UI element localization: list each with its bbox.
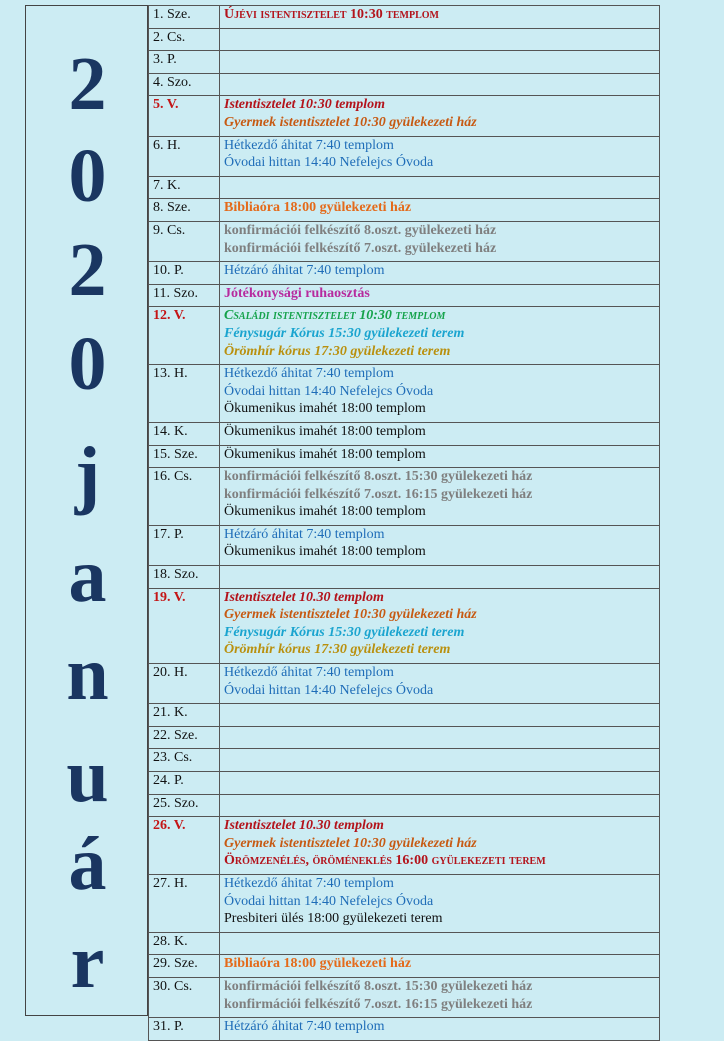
day-row <box>149 221 660 261</box>
year-month-column <box>25 5 148 1016</box>
day-row <box>149 772 660 795</box>
event-item: Óvodai hittan 14:40 Nefelejcs Óvoda <box>224 682 434 698</box>
day-label: 9. Cs. <box>149 221 220 261</box>
day-label: 2. Cs. <box>149 28 220 51</box>
day-events <box>220 422 660 445</box>
year-month-letter: 0 <box>68 322 107 406</box>
event-item: Örömhír kórus 17:30 gyülekezeti terem <box>224 343 451 359</box>
day-events <box>220 284 660 307</box>
event-item: Örömhír kórus 17:30 gyülekezeti terem <box>224 642 451 658</box>
day-row <box>149 525 660 565</box>
day-row <box>149 588 660 663</box>
day-label: 30. Cs. <box>149 978 220 1018</box>
day-events <box>220 73 660 96</box>
event-item: konfirmációi felkészítő 7.oszt. 16:15 gyülekezeti ház <box>224 996 533 1012</box>
event-item: Óvodai hittan 14:40 Nefelejcs Óvoda <box>224 155 434 171</box>
event-item: konfirmációi felkészítő 7.oszt. gyülekezeti ház <box>224 240 497 256</box>
day-label: 18. Szo. <box>149 566 220 589</box>
day-row <box>149 932 660 955</box>
day-label: 21. K. <box>149 704 220 727</box>
event-item: Ökumenikus imahét 18:00 templom <box>224 423 426 439</box>
day-label: 17. P. <box>149 525 220 565</box>
day-label: 10. P. <box>149 262 220 285</box>
day-label: 15. Sze. <box>149 445 220 468</box>
day-label: 26. V. <box>149 817 220 875</box>
day-label: 19. V. <box>149 588 220 663</box>
event-item: Istentisztelet 10.30 templom <box>224 818 384 834</box>
day-events <box>220 6 660 29</box>
day-label: 1. Sze. <box>149 6 220 29</box>
day-events <box>220 817 660 875</box>
day-label: 12. V. <box>149 307 220 365</box>
event-item: Hétkezdő áhitat 7:40 templom <box>224 876 394 892</box>
year-month-letter: 2 <box>68 42 107 126</box>
event-item: Fénysugár Kórus 15:30 gyülekezeti terem <box>224 624 465 640</box>
day-row <box>149 955 660 978</box>
day-row <box>149 468 660 526</box>
day-row <box>149 96 660 136</box>
event-item: Fénysugár Kórus 15:30 gyülekezeti terem <box>224 325 465 341</box>
event-item: Újévi istentisztelet 10:30 templom <box>224 7 439 22</box>
year-month-letter: j <box>74 432 101 516</box>
day-label: 31. P. <box>149 1018 220 1041</box>
day-row <box>149 704 660 727</box>
day-label: 23. Cs. <box>149 749 220 772</box>
event-item: Hétkezdő áhitat 7:40 templom <box>224 137 394 153</box>
day-events <box>220 932 660 955</box>
calendar-table <box>148 5 660 1041</box>
year-month-letter: 2 <box>68 228 107 312</box>
day-row <box>149 445 660 468</box>
year-month-letter: n <box>66 632 109 716</box>
day-label: 25. Szo. <box>149 794 220 817</box>
day-label: 8. Sze. <box>149 199 220 222</box>
event-item: Hétkezdő áhitat 7:40 templom <box>224 665 394 681</box>
event-item: Gyermek istentisztelet 10:30 gyülekezeti ház <box>224 114 477 130</box>
day-events <box>220 955 660 978</box>
day-events <box>220 262 660 285</box>
day-label: 13. H. <box>149 365 220 423</box>
day-row <box>149 749 660 772</box>
event-item: Hétzáró áhitat 7:40 templom <box>224 1019 385 1035</box>
day-events <box>220 176 660 199</box>
event-item: Bibliaóra 18:00 gyülekezeti ház <box>224 956 412 972</box>
event-item: Gyermek istentisztelet 10:30 gyülekezeti ház <box>224 607 477 623</box>
day-events <box>220 96 660 136</box>
event-item: Ökumenikus imahét 18:00 templom <box>224 504 426 520</box>
day-row <box>149 566 660 589</box>
event-item: Bibliaóra 18:00 gyülekezeti ház <box>224 200 412 216</box>
day-events <box>220 199 660 222</box>
day-row <box>149 199 660 222</box>
day-label: 28. K. <box>149 932 220 955</box>
day-row <box>149 307 660 365</box>
event-item: Óvodai hittan 14:40 Nefelejcs Óvoda <box>224 893 434 909</box>
day-events <box>220 875 660 933</box>
event-item: Hétzáró áhitat 7:40 templom <box>224 526 385 542</box>
year-month-letter: r <box>70 920 105 1004</box>
day-row <box>149 6 660 29</box>
day-events <box>220 445 660 468</box>
day-label: 7. K. <box>149 176 220 199</box>
day-row <box>149 794 660 817</box>
day-row <box>149 136 660 176</box>
day-label: 16. Cs. <box>149 468 220 526</box>
day-events <box>220 28 660 51</box>
year-month-letter: á <box>68 822 107 906</box>
event-item: Ökumenikus imahét 18:00 templom <box>224 446 426 462</box>
event-item: Presbiteri ülés 18:00 gyülekezeti terem <box>224 911 443 927</box>
event-item: Gyermek istentisztelet 10:30 gyülekezeti ház <box>224 835 477 851</box>
year-month-letter: u <box>66 734 109 818</box>
event-item: Óvodai hittan 14:40 Nefelejcs Óvoda <box>224 383 434 399</box>
day-label: 24. P. <box>149 772 220 795</box>
event-item: Istentisztelet 10.30 templom <box>224 589 384 605</box>
year-month-letter: 0 <box>68 134 107 218</box>
day-row <box>149 51 660 74</box>
day-label: 27. H. <box>149 875 220 933</box>
day-events <box>220 978 660 1018</box>
event-item: Családi istentisztelet 10:30 templom <box>224 308 446 324</box>
event-item: konfirmációi felkészítő 8.oszt. gyülekezeti ház <box>224 222 497 238</box>
day-events <box>220 1018 660 1041</box>
day-label: 4. Szo. <box>149 73 220 96</box>
event-item: Ökumenikus imahét 18:00 templom <box>224 401 426 417</box>
day-label: 20. H. <box>149 664 220 704</box>
event-item: Jótékonysági ruhaosztás <box>224 285 370 301</box>
event-item: konfirmációi felkészítő 7.oszt. 16:15 gyülekezeti ház <box>224 486 533 502</box>
day-row <box>149 1018 660 1041</box>
day-events <box>220 468 660 526</box>
event-item: konfirmációi felkészítő 8.oszt. 15:30 gyülekezeti ház <box>224 979 533 994</box>
day-events <box>220 772 660 795</box>
day-row <box>149 817 660 875</box>
day-label: 3. P. <box>149 51 220 74</box>
day-row <box>149 262 660 285</box>
day-events <box>220 588 660 663</box>
event-item: Hétzáró áhitat 7:40 templom <box>224 263 385 279</box>
day-row <box>149 28 660 51</box>
day-events <box>220 704 660 727</box>
day-row <box>149 176 660 199</box>
day-events <box>220 365 660 423</box>
day-label: 14. K. <box>149 422 220 445</box>
day-events <box>220 525 660 565</box>
event-item: konfirmációi felkészítő 8.oszt. 15:30 gyülekezeti ház <box>224 469 533 485</box>
day-events <box>220 794 660 817</box>
day-row <box>149 664 660 704</box>
day-events <box>220 664 660 704</box>
event-item: Istentisztelet 10:30 templom <box>224 97 385 113</box>
day-label: 5. V. <box>149 96 220 136</box>
day-label: 29. Sze. <box>149 955 220 978</box>
day-row <box>149 978 660 1018</box>
day-row <box>149 284 660 307</box>
day-row <box>149 726 660 749</box>
day-events <box>220 51 660 74</box>
day-events <box>220 726 660 749</box>
day-row <box>149 365 660 423</box>
event-item: Ökumenikus imahét 18:00 templom <box>224 544 426 560</box>
day-label: 22. Sze. <box>149 726 220 749</box>
day-label: 6. H. <box>149 136 220 176</box>
day-events <box>220 307 660 365</box>
year-month-letter: a <box>68 534 107 618</box>
day-label: 11. Szo. <box>149 284 220 307</box>
event-item: Hétkezdő áhitat 7:40 templom <box>224 366 394 382</box>
day-events <box>220 221 660 261</box>
day-row <box>149 875 660 933</box>
day-row <box>149 73 660 96</box>
day-events <box>220 749 660 772</box>
day-events <box>220 136 660 176</box>
event-item: Örömzenélés, öröméneklés 16:00 gyülekezeti terem <box>224 853 546 869</box>
day-events <box>220 566 660 589</box>
day-row <box>149 422 660 445</box>
